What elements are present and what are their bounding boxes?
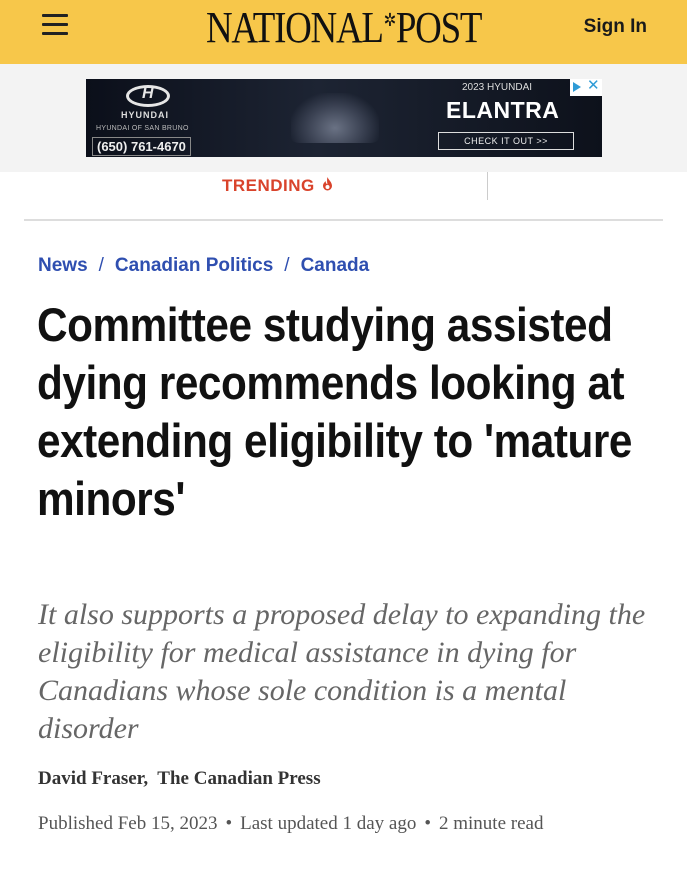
close-icon[interactable]: ✕	[587, 79, 600, 94]
fire-icon	[321, 177, 334, 192]
divider	[24, 219, 663, 221]
sign-in-button[interactable]: Sign In	[583, 16, 647, 37]
ad-container	[0, 64, 687, 172]
ad-brand: HYUNDAI	[121, 110, 170, 120]
ad-year-line: 2023 HYUNDAI	[462, 82, 533, 93]
read-time: 2 minute read	[439, 813, 544, 834]
last-updated: Last updated 1 day ago	[240, 813, 417, 834]
ad-phone: (650) 761-4670	[92, 137, 191, 156]
ad-choices[interactable]	[570, 79, 602, 96]
adchoices-icon	[573, 82, 581, 92]
article-deck: It also supports a proposed delay to expanding the eligibility for medical assistance in dying for Canadians whose sole condition is a mental disorder	[38, 598, 646, 745]
maple-leaf-icon: ✲	[383, 10, 395, 31]
published-date: Published Feb 15, 2023	[38, 813, 218, 834]
article-headline: Committee studying assisted dying recommends looking at extending eligibility to 'mature minors'	[37, 298, 632, 525]
byline	[38, 768, 321, 790]
author-link[interactable]: David Fraser,	[38, 768, 149, 789]
source-link[interactable]: The Canadian Press	[157, 768, 321, 789]
site-header	[0, 0, 687, 64]
breadcrumb-news[interactable]: News	[38, 255, 88, 276]
ad-cta-button[interactable]: CHECK IT OUT >>	[438, 132, 574, 150]
ad-dealer: HYUNDAI OF SAN BRUNO	[96, 125, 189, 132]
breadcrumb-canadian-politics[interactable]: Canadian Politics	[114, 255, 274, 276]
car-image	[291, 93, 379, 143]
logo-text-post: POST	[395, 3, 482, 52]
divider	[487, 172, 488, 200]
trending-link[interactable]	[222, 176, 334, 196]
trending-bar	[0, 172, 687, 202]
breadcrumb	[38, 255, 369, 277]
breadcrumb-separator: /	[98, 255, 104, 276]
trending-label: TRENDING	[222, 176, 315, 195]
breadcrumb-separator: /	[284, 255, 290, 276]
hyundai-logo-icon	[126, 85, 170, 107]
breadcrumb-canada[interactable]: Canada	[300, 255, 370, 276]
menu-icon[interactable]	[42, 14, 68, 36]
logo-text-national: NATIONAL	[206, 3, 383, 52]
ad-model: ELANTRA	[446, 97, 560, 123]
publish-info: Published Feb 15, 2023 • Last updated 1 day ago • 2 minute read	[38, 813, 544, 834]
site-logo[interactable]	[206, 2, 481, 53]
ad-banner[interactable]	[86, 79, 602, 157]
